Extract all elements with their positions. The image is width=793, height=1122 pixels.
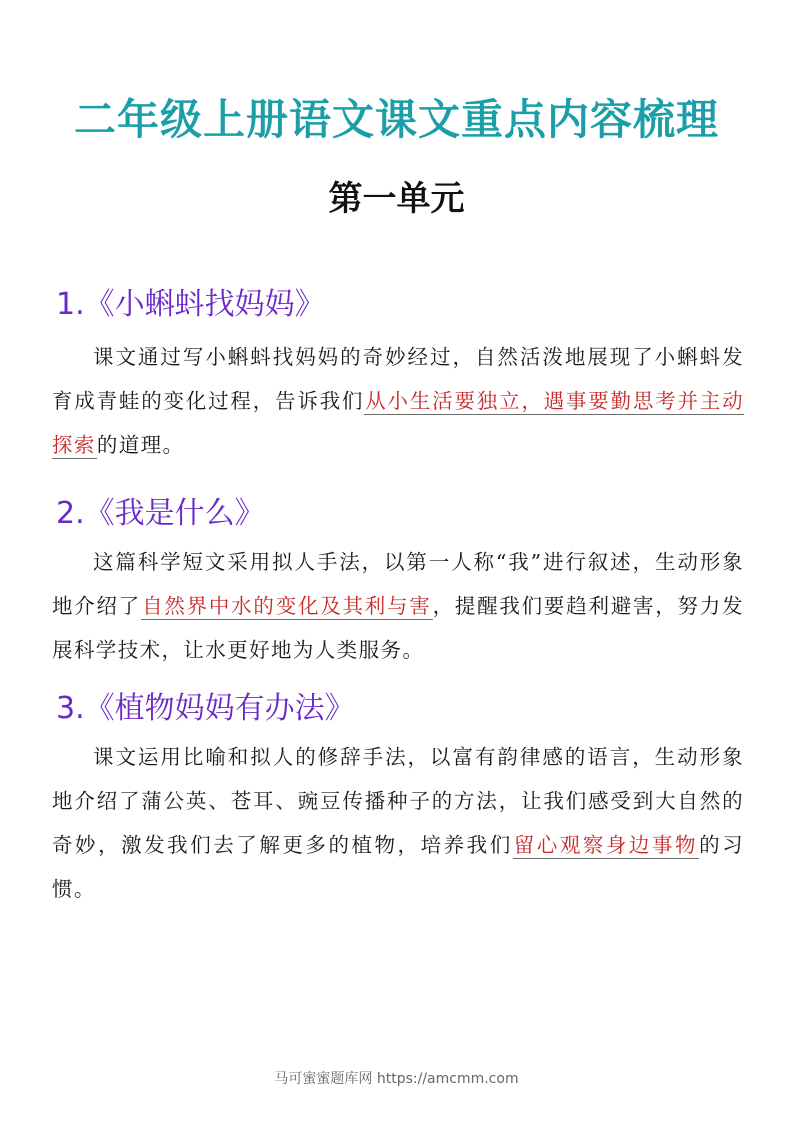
lesson-summary (52, 540, 744, 672)
key-phrase-highlight: 自然界中水的变化及其利与害 (142, 594, 432, 618)
summary-text: 这篇科学短文采用拟人手法，以第一人称“我”进行叙述，生动形象地介绍了 (52, 550, 744, 618)
key-phrase-highlight: 留心观察身边事物 (513, 833, 699, 857)
key-phrase-highlight: 从小生活要独立，遇事要勤思考并主动探索 (52, 389, 744, 457)
unit-title: 第一单元 (328, 179, 465, 219)
footer-watermark: 马可蜜蜜题库网 https://amcmm.com (274, 1071, 519, 1087)
summary-text-end: 的道理。 (96, 433, 185, 457)
summary-text: 课文通过写小蝌蚪找妈妈的奇妙经过，自然活泼地展现了小蝌蚪发育成青蛙的变化过程，告诉我们 (52, 345, 744, 413)
summary-text: 课文运用比喻和拟人的修辞手法，以富有韵律感的语言，生动形象地介绍了蒲公英、苍耳、豌豆传播种子的方法，让我们感受到大自然的奇妙，激发我们去了解更多的植物，培养我们 (52, 745, 744, 857)
lesson-summary (52, 735, 744, 911)
summary-text-end: ，提醒我们要趋利避害，努力发展科学技术，让水更好地为人类服务。 (52, 594, 744, 662)
lesson-heading: 3.《植物妈妈有办法》 (56, 691, 355, 726)
summary-text-end: 的习惯。 (52, 833, 744, 901)
lesson-heading: 1.《小蝌蚪找妈妈》 (56, 287, 325, 322)
lesson-heading: 2.《我是什么》 (56, 496, 265, 531)
page-title: 二年级上册语文课文重点内容梳理 (73, 95, 719, 144)
lesson-summary (52, 335, 744, 467)
